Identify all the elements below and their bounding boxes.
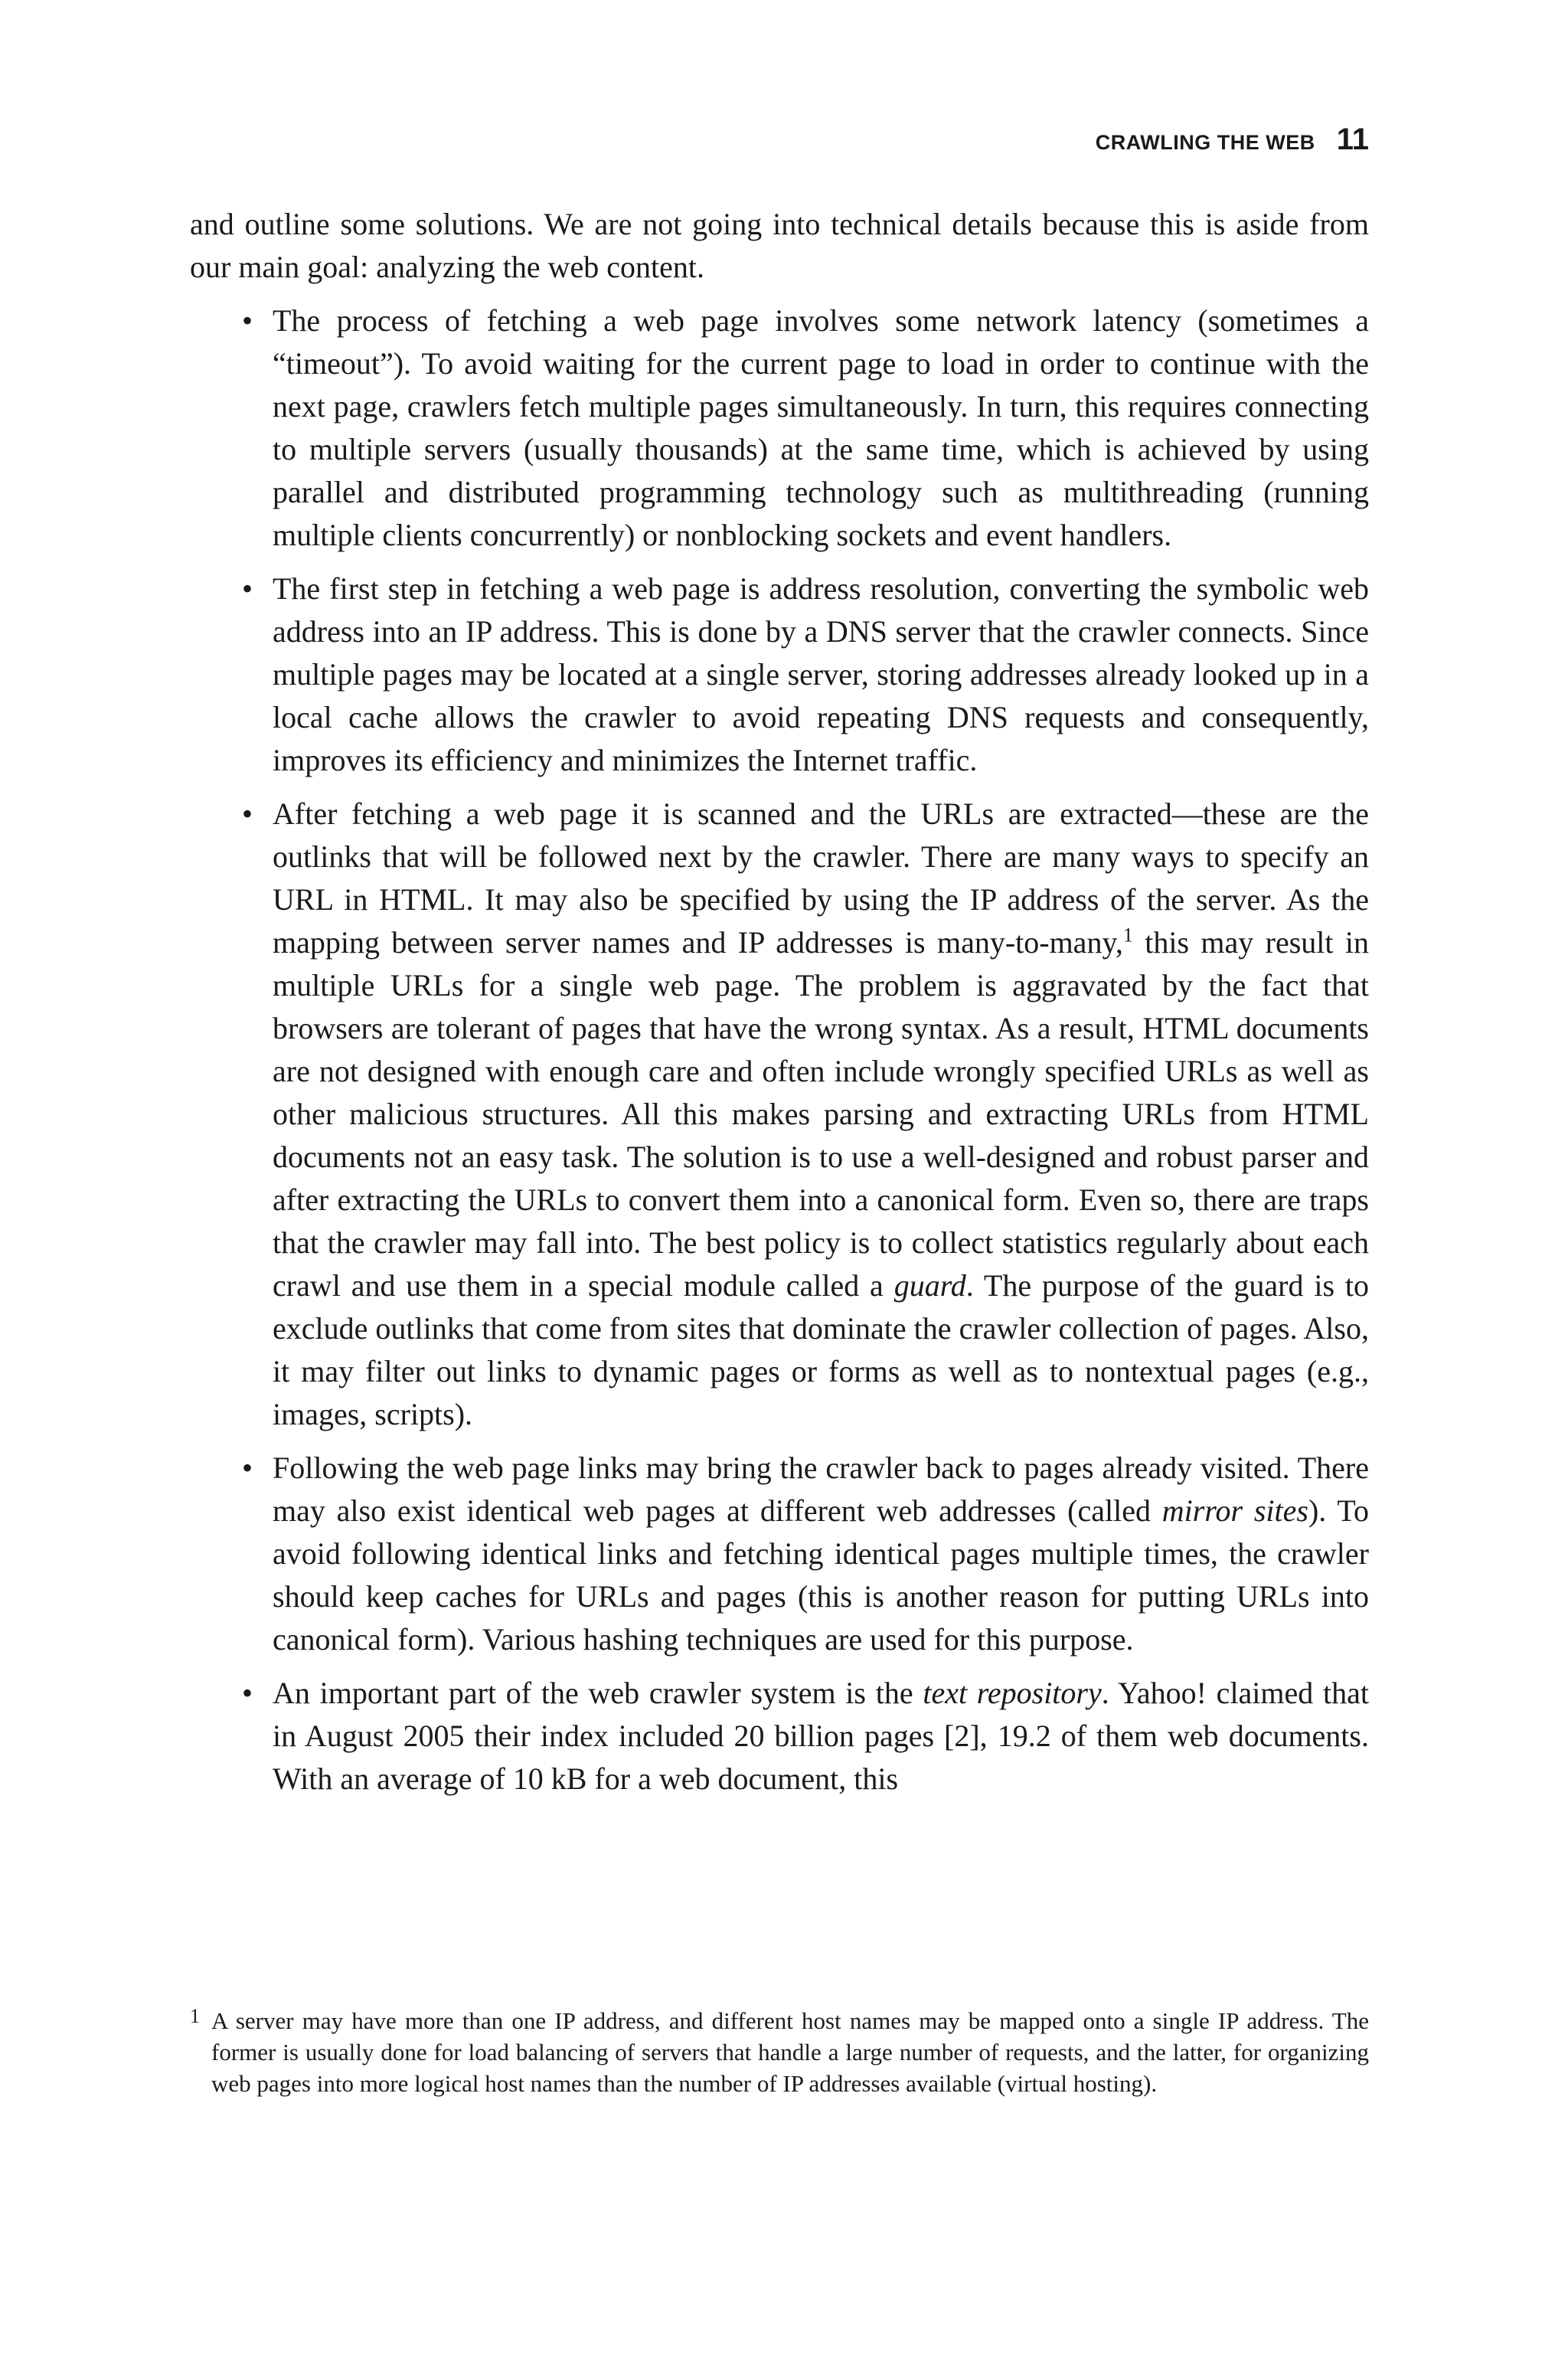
bullet-dot-icon: • [242, 571, 253, 606]
bullet-dot-icon: • [242, 303, 253, 338]
intro-paragraph: and outline some solutions. We are not going into technical details because this is aside from our main goal: analyzing the web content. [190, 207, 1369, 284]
bullet-item [242, 567, 1369, 782]
bullet-text: The process of fetching a web page involves some network latency (sometimes a “timeout”). To avoid waiting for the current page to load in order to continue with the next page, crawlers fetch multiple pages simultaneously. In turn, this requires connecting to multiple servers (usually thousands) at the same time, which is achieved by using parallel and distributed programming technology such as multithreading (running multiple clients concurrently) or nonblocking sockets and event handlers. [273, 303, 1369, 552]
footnote-mark: 1 [190, 2005, 200, 2027]
body-text [190, 203, 1369, 1811]
running-head [1096, 123, 1369, 157]
footnote-text: A server may have more than one IP address, and different host names may be mapped onto a single IP address. The former is usually done for load balancing of servers that handle a large number of requests, and the latter, for organizing web pages into more logical host names than the number of IP addresses available (virtual hosting). [211, 2007, 1369, 2097]
emphasis-term: text repository [923, 1676, 1102, 1710]
bullet-text: The first step in fetching a web page is address resolution, converting the symbolic web address into an IP address. This is done by a DNS server that the crawler connects. Since multiple pages may be located at a single server, storing addresses already looked up in a local cache allows the crawler to avoid repeating DNS requests and consequently, improves its efficiency and minimizes the Internet traffic. [273, 571, 1369, 777]
running-title: CRAWLING THE WEB [1095, 131, 1315, 154]
emphasis-term: mirror sites [1161, 1493, 1308, 1528]
bullet-text: . Yahoo! claimed that in August 2005 their index included 20 billion pages [2], 19.2 of them web documents. With an average of 10 kB for a web document, this [273, 1676, 1370, 1796]
bullet-item [242, 1447, 1369, 1661]
book-page [190, 0, 1369, 2368]
bullet-list [190, 299, 1369, 1801]
bullet-text: After fetching a web page it is scanned and the URLs are extracted—these are the outlinks that will be followed next by the crawler. There are many ways to specify an URL in HTML. It may also be specified by using the IP address of the server. As the mapping between server names and IP addresses is many-to-many, [273, 796, 1369, 960]
bullet-item [242, 299, 1369, 557]
bullet-text: . The purpose of the guard is to exclude outlinks that come from sites that dominate the crawler collection of pages. Also, it may filter out links to dynamic pages or forms as well as to nontextual pages (e.g., images, scripts). [273, 1268, 1369, 1431]
bullet-item [242, 793, 1369, 1436]
bullet-text: this may result in multiple URLs for a single web page. The problem is aggravated by the fact that browsers are tolerant of pages that have the wrong syntax. As a result, HTML documents are not designed with enough care and often include wrongly specified URLs as well as other malicious structures. All this makes parsing and extracting URLs from HTML documents not an easy task. The solution is to use a well-designed and robust parser and after extracting the URLs to convert them into a canonical form. Even so, there are traps that the crawler may fall into. The best policy is to collect statistics regularly about each crawl and use them in a special module called a [273, 925, 1369, 1303]
bullet-item [242, 1672, 1370, 1801]
emphasis-term: guard [893, 1268, 966, 1303]
bullet-text: ). To avoid following identical links and fetching identical pages multiple times, the crawler should keep caches for URLs and pages (this is another reason for putting URLs into canonical form). Various hashing techniques are used for this purpose. [273, 1493, 1369, 1657]
bullet-dot-icon: • [242, 796, 253, 831]
footnote-reference[interactable]: 1 [1122, 924, 1133, 947]
bullet-text: An important part of the web crawler system is the [273, 1676, 923, 1710]
bullet-dot-icon: • [242, 1451, 253, 1485]
bullet-dot-icon: • [242, 1676, 253, 1710]
page-number: 11 [1336, 123, 1369, 156]
footnote [190, 2005, 1369, 2099]
bullet-text: Following the web page links may bring the crawler back to pages already visited. There may also exist identical web pages at different web addresses (called [273, 1451, 1369, 1528]
